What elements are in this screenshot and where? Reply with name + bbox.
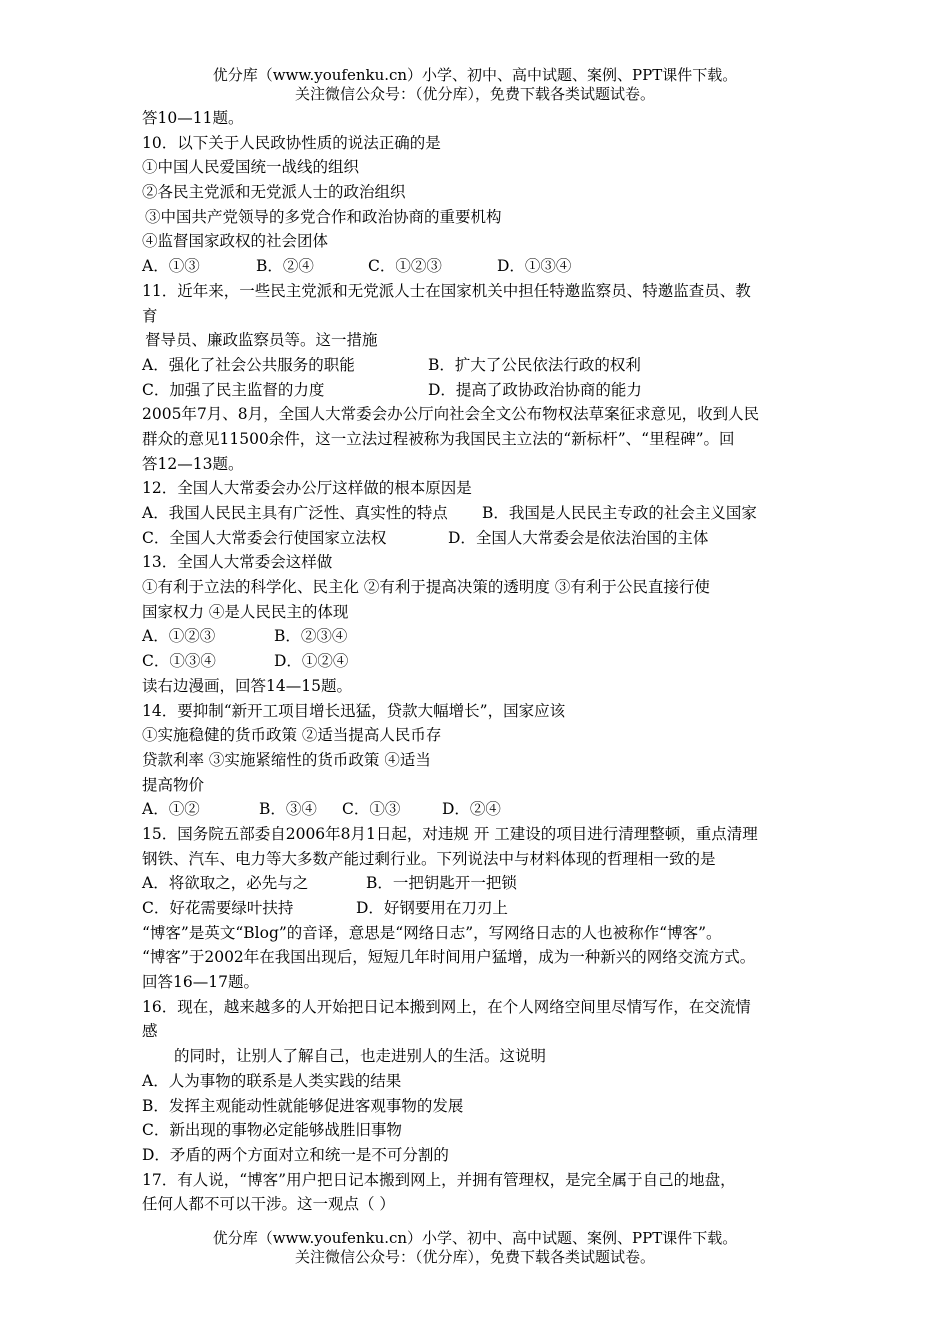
answer-choices-row: [142, 896, 822, 921]
choice-b: B．我国是人民民主专政的社会主义国家: [482, 504, 757, 522]
answer-choices-row: [142, 501, 822, 526]
choice-b: B．发挥主观能动性就能够促进客观事物的发展: [142, 1096, 464, 1115]
option-item: ①实施稳健的货币政策 ②适当提高人民币存: [142, 726, 442, 745]
text-line: 钢铁、汽车、电力等大多数产能过剩行业。下列说法中与材料体现的哲理相一致的是: [142, 849, 716, 868]
choice-c: C．加强了民主监督的力度: [142, 380, 325, 399]
text-line: 任何人都不可以干涉。这一观点（ ）: [142, 1195, 395, 1214]
option-item: ①有利于立法的科学化、民主化 ②有利于提高决策的透明度 ③有利于公民直接行使: [142, 578, 710, 597]
text-line: 督导员、廉政监察员等。这一措施: [145, 331, 378, 350]
choice-b: B．③④: [259, 800, 317, 819]
choice-b: B．一把钥匙开一把锁: [366, 874, 517, 893]
question-13: 13．全国人大常委会这样做: [142, 553, 333, 572]
choice-a: A．强化了社会公共服务的职能: [142, 355, 355, 374]
material-text: 答12—13题。: [142, 454, 244, 473]
choice-a: A．①③: [142, 257, 200, 276]
choice-d: D．①②④: [274, 652, 349, 671]
choice-d: D．提高了政协政治协商的能力: [428, 380, 642, 399]
option-item: 提高物价: [142, 775, 205, 794]
text-line: 答10—11题。: [142, 109, 244, 127]
choice-d: D．矛盾的两个方面对立和统一是不可分割的: [142, 1145, 449, 1164]
option-item: ④监督国家政权的社会团体: [142, 232, 329, 251]
choice-a: A．将欲取之，必先与之: [142, 874, 309, 893]
question-12: 12．全国人大常委会办公厅这样做的根本原因是: [142, 479, 472, 498]
text-line: 的同时，让别人了解自己，也走进别人的生活。这说明: [174, 1047, 547, 1066]
text-line: 育: [142, 306, 158, 325]
question-10: 10．以下关于人民政协性质的说法正确的是: [142, 133, 441, 152]
choice-c: C．①③: [342, 800, 401, 819]
footer-line-2: 关注微信公众号：（优分库），免费下载各类试题试卷。: [294, 1248, 655, 1266]
choice-c: C．新出现的事物必定能够战胜旧事物: [142, 1121, 402, 1140]
choice-a: A．我国人民民主具有广泛性、真实性的特点: [142, 504, 448, 522]
answer-choices-row: [142, 871, 822, 896]
page-header: [0, 66, 950, 104]
choice-a: A．①②③: [142, 627, 216, 646]
document-body: [142, 106, 822, 1217]
answer-choices-row: [142, 254, 822, 279]
question-15: 15．国务院五部委自2006年8月1日起，对违规 开 工建设的项目进行清理整顿，重点清理: [142, 824, 758, 843]
material-text: 回答16—17题。: [142, 973, 259, 992]
answer-choices-row: [142, 526, 822, 551]
question-16: 16．现在，越来越多的人开始把日记本搬到网上，在个人网络空间里尽情写作，在交流情: [142, 997, 751, 1016]
choice-c: C．①③④: [142, 652, 216, 671]
choice-d: D．全国人大常委会是依法治国的主体: [448, 528, 709, 547]
choice-c: C．①②③: [368, 257, 442, 276]
choice-b: B．②③④: [274, 627, 348, 646]
choice-a: A．①②: [142, 800, 200, 819]
option-item: ②各民主党派和无党派人士的政治组织: [142, 183, 406, 202]
answer-choices-row: [142, 353, 822, 378]
option-item: 贷款利率 ③实施紧缩性的货币政策 ④适当: [142, 750, 431, 769]
question-14: 14．要抑制“新开工项目增长迅猛，贷款大幅增长”，国家应该: [142, 701, 566, 720]
choice-a: A．人为事物的联系是人类实践的结果: [142, 1071, 402, 1090]
header-line-1: 优分库（www.youfenku.cn）小学、初中、高中试题、案例、PPT课件下载。: [212, 66, 738, 84]
choice-d: D．①③④: [497, 257, 572, 276]
choice-c: C．好花需要绿叶扶持: [142, 899, 294, 917]
answer-choices-row: [142, 797, 822, 822]
page-footer: [0, 1229, 950, 1267]
header-line-2: 关注微信公众号：（优分库），免费下载各类试题试卷。: [294, 85, 655, 103]
material-text: 读右边漫画，回答14—15题。: [142, 676, 352, 695]
choice-d: D．②④: [442, 800, 501, 819]
question-11: 11．近年来，一些民主党派和无党派人士在国家机关中担任特邀监察员、特邀监查员、教: [142, 281, 751, 300]
question-17: 17．有人说，“博客”用户把日记本搬到网上，并拥有管理权，是完全属于自己的地盘，: [142, 1170, 736, 1189]
answer-choices-row: [142, 378, 822, 403]
option-item: ①中国人民爱国统一战线的组织: [142, 158, 360, 177]
choice-d: D．好钢要用在刀刃上: [356, 899, 508, 917]
choice-c: C．全国人大常委会行使国家立法权: [142, 528, 387, 547]
option-item: ③中国共产党领导的多党合作和政治协商的重要机构: [145, 207, 502, 226]
answer-choices-row: [142, 649, 822, 674]
material-text: 2005年7月、8月，全国人大常委会办公厅向社会全文公布物权法草案征求意见，收到人民: [142, 405, 760, 424]
choice-b: B．②④: [256, 257, 314, 276]
option-item: 国家权力 ④是人民民主的体现: [142, 602, 349, 621]
material-text: “博客”于2002年在我国出现后，短短几年时间用户猛增，成为一种新兴的网络交流方式。: [142, 948, 756, 967]
material-text: “博客”是英文“Blog”的音译，意思是“网络日志”，写网络日志的人也被称作“博客”。: [142, 923, 722, 942]
choice-b: B．扩大了公民依法行政的权利: [428, 355, 641, 374]
footer-line-1: 优分库（www.youfenku.cn）小学、初中、高中试题、案例、PPT课件下载。: [212, 1229, 738, 1247]
text-line: 感: [142, 1022, 158, 1041]
answer-choices-row: [142, 624, 822, 649]
material-text: 群众的意见11500余件，这一立法过程被称为我国民主立法的“新标杆”、“里程碑”。回: [142, 429, 735, 448]
